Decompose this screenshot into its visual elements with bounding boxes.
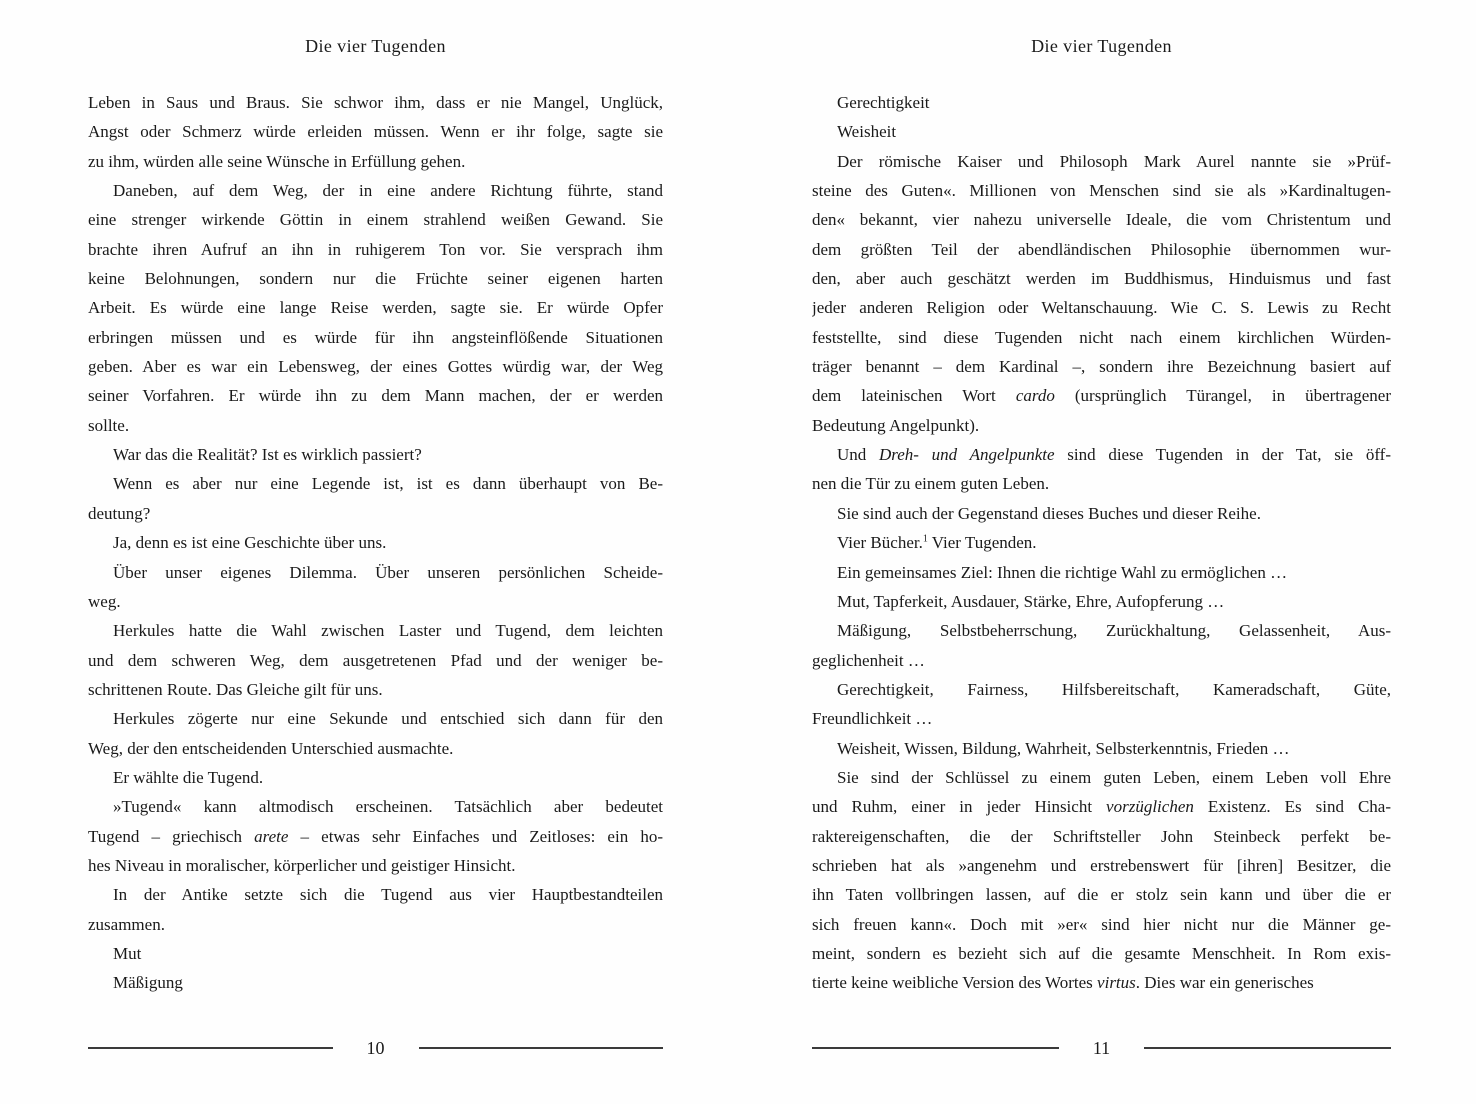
text-line: Sie sind der Schlüssel zu einem guten Leben, einem Leben voll Ehre — [837, 767, 1391, 787]
text-line: Er wählte die Tugend. — [113, 767, 264, 787]
text-line: Herkules hatte die Wahl zwischen Laster und Tugend, dem leichten — [113, 621, 663, 641]
text-line: In der Antike setzte sich die Tugend aus vier Hauptbestandteilen — [113, 885, 663, 905]
text-line: steine des Guten«. Millionen von Menschen sind sie als »Kardinaltugen- — [812, 181, 1391, 201]
text-line: Sie sind auch der Gegenstand dieses Buches und dieser Reihe. — [837, 503, 1261, 523]
text-line: brachte ihren Aufruf an ihn in ruhigerem Ton vor. Sie versprach ihm — [88, 239, 663, 259]
folio-rule-left — [812, 1047, 1059, 1049]
text-line: sich freuen kann«. Doch mit »er« sind hier nicht nur die Männer ge- — [812, 914, 1391, 934]
text-line: keine Belohnungen, sondern nur die Früchte seiner eigenen harten — [88, 269, 663, 289]
page-body — [812, 88, 1391, 998]
text-line: meint, sondern es bezieht sich auf die gesamte Menschheit. In Rom exis- — [812, 943, 1391, 963]
folio-rule-left — [88, 1047, 333, 1049]
folio-rule-right — [419, 1047, 664, 1049]
text-line: Und Dreh- und Angelpunkte sind diese Tugenden in der Tat, sie öff- — [837, 445, 1391, 465]
text-line: erbringen müssen und es würde für ihn angsteinflößende Situationen — [88, 327, 663, 347]
text-line: Daneben, auf dem Weg, der in eine andere Richtung führte, stand — [113, 181, 663, 201]
text-line: feststellte, sind diese Tugenden nicht nach einem kirchlichen Würden- — [812, 327, 1391, 347]
text-line: ihn Taten vollbringen lassen, auf die er stolz sein kann und über die er — [812, 885, 1391, 905]
text-line: hes Niveau in moralischer, körperlicher und geistiger Hinsicht. — [88, 855, 516, 875]
text-line: Ein gemeinsames Ziel: Ihnen die richtige Wahl zu ermöglichen … — [837, 562, 1288, 582]
text-line: Gerechtigkeit, Fairness, Hilfsbereitschaft, Kameradschaft, Güte, — [837, 679, 1391, 699]
text-line: geben. Aber es war ein Lebensweg, der eines Gottes würdig war, der Weg — [88, 357, 663, 377]
text-line: den, aber auch geschätzt werden im Buddhismus, Hinduismus und fast — [812, 269, 1391, 289]
text-line: Mäßigung — [113, 973, 183, 993]
text-line: Herkules zögerte nur eine Sekunde und entschied sich dann für den — [113, 709, 663, 729]
text-line: dem lateinischen Wort cardo (ursprünglich Türangel, in übertragener — [812, 386, 1391, 406]
text-line: nen die Tür zu einem guten Leben. — [812, 474, 1050, 494]
text-line: Vier Bücher.$^1$ Vier Tugenden. — [837, 533, 1037, 553]
text-line: Über unser eigenes Dilemma. Über unseren persönlichen Scheide- — [113, 562, 663, 582]
text-line: Mut — [113, 943, 142, 963]
text-line: Weisheit — [837, 122, 897, 142]
text-line: dem größten Teil der abendländischen Philosophie übernommen wur- — [812, 239, 1391, 259]
text-line: Weisheit, Wissen, Bildung, Wahrheit, Selbsterkenntnis, Frieden … — [837, 738, 1290, 758]
text-line: Angst oder Schmerz würde erleiden müssen. Wenn er ihr folge, sagte sie — [88, 122, 663, 142]
text-line: sollte. — [88, 415, 130, 435]
text-line: Mut, Tapferkeit, Ausdauer, Stärke, Ehre, Aufopferung … — [837, 591, 1225, 611]
text-line: deutung? — [88, 503, 151, 523]
text-line: raktereigenschaften, die der Schriftsteller John Steinbeck perfekt be- — [812, 826, 1391, 846]
text-line: schrittenen Route. Das Gleiche gilt für uns. — [88, 679, 383, 699]
folio-rule-right — [1144, 1047, 1391, 1049]
text-line: eine strenger wirkende Göttin in einem strahlend weißen Gewand. Sie — [88, 210, 663, 230]
page-footer — [812, 1034, 1391, 1062]
running-header: Die vier Tugenden — [1031, 36, 1172, 56]
text-line: und Ruhm, einer in jeder Hinsicht vorzüglichen Existenz. Es sind Cha- — [812, 797, 1391, 817]
text-line: geglichenheit … — [812, 650, 925, 670]
text-line: Arbeit. Es würde eine lange Reise werden, sagte sie. Er würde Opfer — [88, 298, 663, 318]
text-line: Mäßigung, Selbstbeherrschung, Zurückhaltung, Gelassenheit, Aus- — [837, 621, 1391, 641]
page-footer — [88, 1034, 663, 1062]
text-line: schrieben hat als »angenehm und erstrebenswert für [ihren] Besitzer, die — [812, 855, 1391, 875]
text-line: jeder anderen Religion oder Weltanschauung. Wie C. S. Lewis zu Recht — [812, 298, 1391, 318]
text-line: Der römische Kaiser und Philosoph Mark Aurel nannte sie »Prüf- — [837, 151, 1391, 171]
text-line: Weg, der den entscheidenden Unterschied ausmachte. — [88, 738, 454, 758]
text-line: Freundlichkeit … — [812, 709, 933, 729]
text-line: Gerechtigkeit — [837, 93, 930, 112]
page-body — [88, 88, 663, 998]
text-line: träger benannt – dem Kardinal –, sondern ihre Bezeichnung basiert auf — [812, 357, 1391, 377]
text-line: zusammen. — [88, 914, 165, 934]
text-line: tierte keine weibliche Version des Wortes virtus. Dies war ein generisches — [812, 973, 1314, 993]
text-line: und dem schweren Weg, dem ausgetretenen Pfad und der weniger be- — [88, 650, 663, 670]
text-line: Bedeutung Angelpunkt). — [812, 415, 980, 435]
text-line: weg. — [88, 591, 121, 611]
text-line: War das die Realität? Ist es wirklich passiert? — [113, 445, 422, 465]
book-page-left — [88, 0, 663, 1104]
text-line: Leben in Saus und Braus. Sie schwor ihm, dass er nie Mangel, Unglück, — [88, 93, 663, 112]
text-line: »Tugend« kann altmodisch erscheinen. Tatsächlich aber bedeutet — [113, 797, 663, 817]
running-header: Die vier Tugenden — [305, 36, 446, 56]
page-number: 10 — [366, 1038, 385, 1058]
text-line: Wenn es aber nur eine Legende ist, ist es dann überhaupt von Be- — [113, 474, 663, 494]
book-page-right — [812, 0, 1391, 1104]
text-line: Ja, denn es ist eine Geschichte über uns. — [113, 533, 387, 553]
text-line: seiner Vorfahren. Er würde ihn zu dem Mann machen, der er werden — [88, 386, 663, 406]
page-number: 11 — [1092, 1038, 1111, 1058]
text-line: zu ihm, würden alle seine Wünsche in Erfüllung gehen. — [88, 151, 466, 171]
text-line: Tugend – griechisch arete – etwas sehr Einfaches und Zeitloses: ein ho- — [88, 826, 663, 846]
text-line: den« bekannt, vier nahezu universelle Ideale, die vom Christentum und — [812, 210, 1391, 230]
